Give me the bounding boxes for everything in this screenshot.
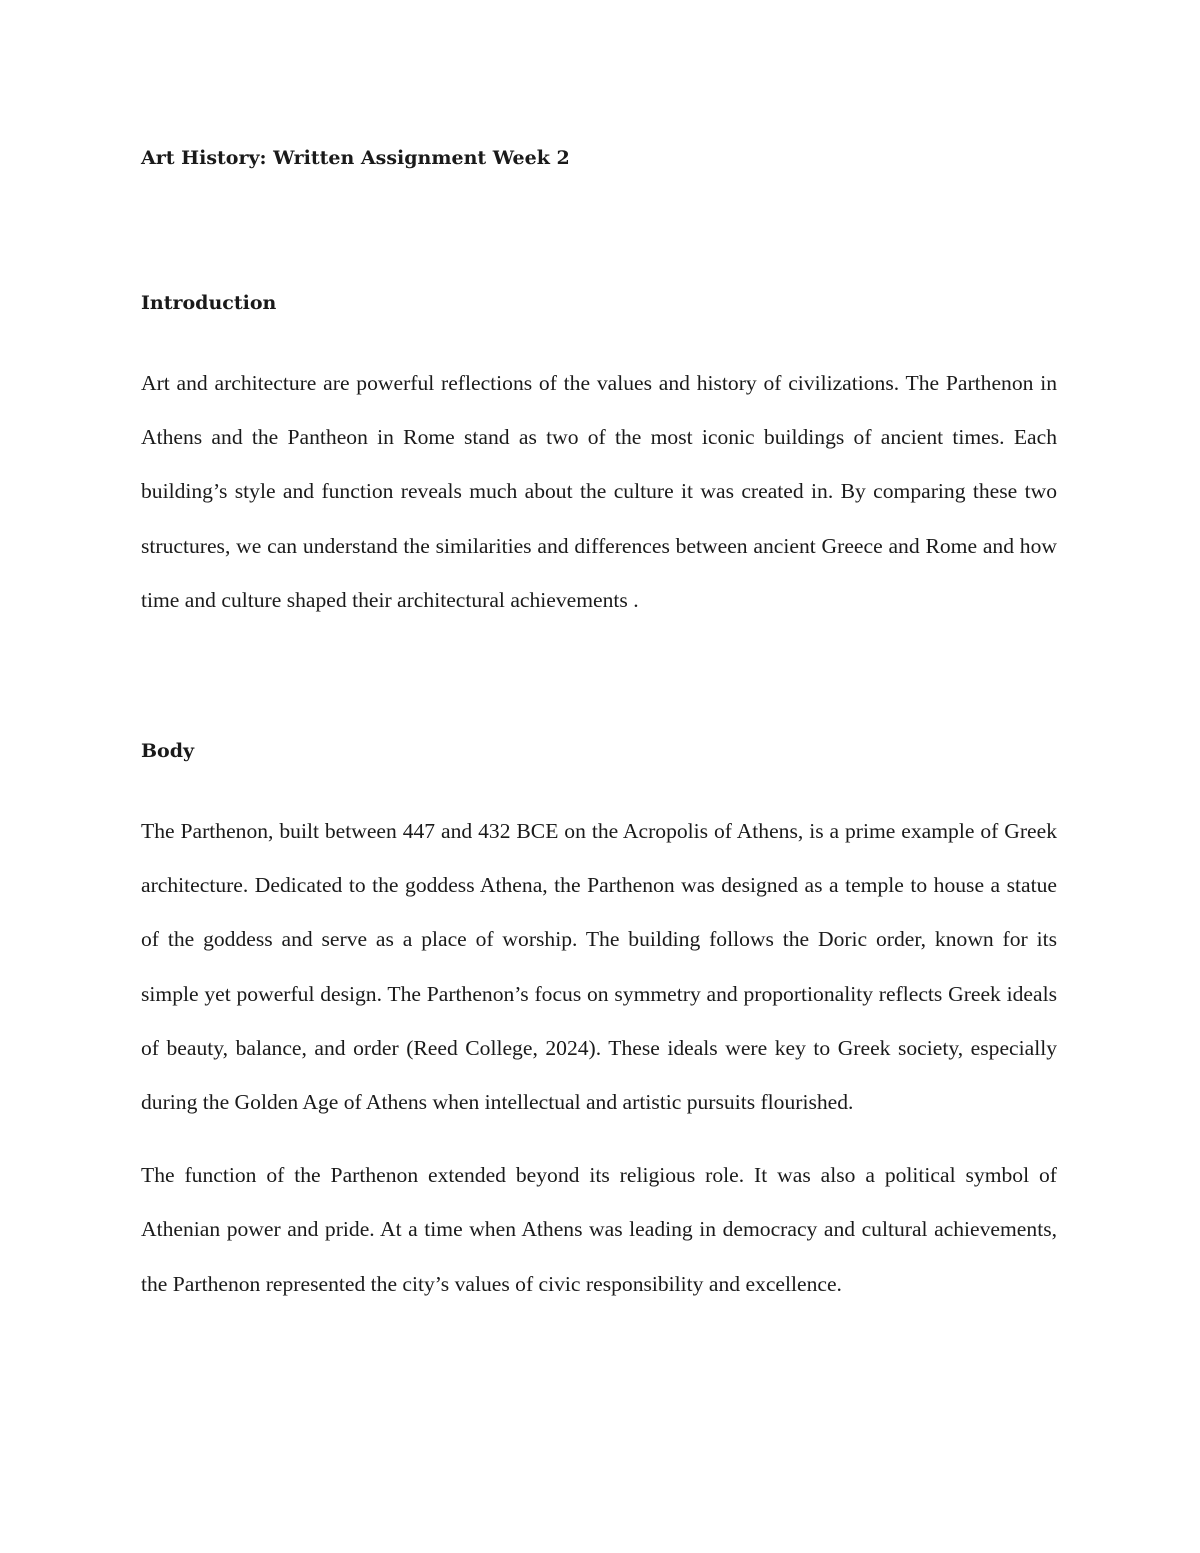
document-title: Art History: Written Assignment Week 2: [141, 147, 570, 169]
body-paragraph-1: The Parthenon, built between 447 and 432 BCE on the Acropolis of Athens, is a prime example of Greek architecture. Dedicated to the goddess Athena, the Parthenon was designed as a temple to house a statue of the goddess and serve as a place of worship. The building follows the Doric order, known for its simple yet powerful design. The Parthenon’s focus on symmetry and proportionality reflects Greek ideals of beauty, balance, and order (Reed College, 2024). These ideals were key to Greek society, especially during the Golden Age of Athens when intellectual and artistic pursuits flourished.: [141, 819, 1057, 1115]
introduction-heading: Introduction: [141, 292, 277, 314]
body-heading: Body: [141, 740, 195, 763]
document-content: [141, 138, 1057, 1311]
introduction-paragraph: Art and architecture are powerful reflections of the values and history of civilizations. The Parthenon in Athens and the Pantheon in Rome stand as two of the most iconic buildings of ancient times. Each building’s style and function reveals much about the culture it was created in. By comparing these two structures, we can understand the similarities and differences between ancient Greece and Rome and how time and culture shaped their architectural achievements .: [141, 371, 1057, 612]
body-paragraph-2: The function of the Parthenon extended beyond its religious role. It was also a political symbol of Athenian power and pride. At a time when Athens was leading in democracy and cultural achievements, the Parthenon represented the city’s values of civic responsibility and excellence.: [141, 1163, 1057, 1296]
